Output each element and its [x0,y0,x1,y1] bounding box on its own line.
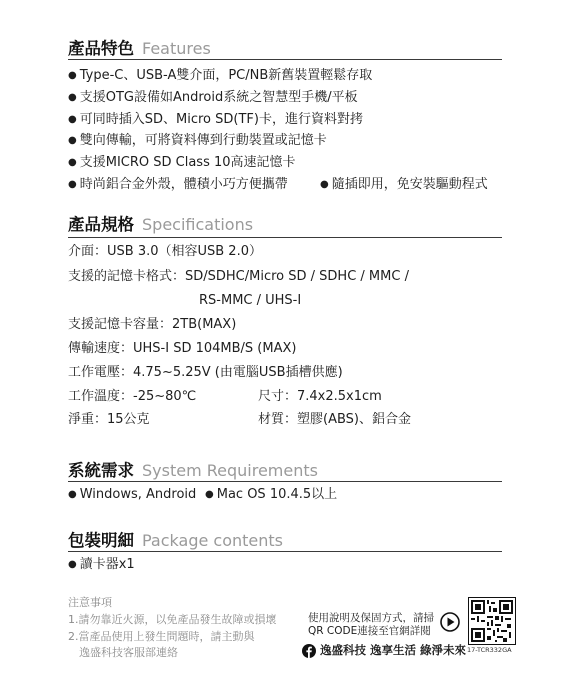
qr-caption-2: QR CODE連接至官網詳閱 [308,625,431,637]
spec-material: 材質：塑膠(ABS)、鋁合金 [258,412,411,427]
qr-code-icon[interactable] [468,597,516,645]
notes-title: 注意事項 [68,596,112,609]
feature-item: ● 支援MICRO SD Class 10高速記憶卡 [68,154,296,173]
play-icon [440,612,460,632]
package-item: ● 讀卡器x1 [68,556,135,575]
system-divider [68,481,502,482]
specs-heading [68,211,502,235]
notes-line1: 1.請勿靠近火源，以免產品發生故障或損壞 [68,613,277,626]
notes-line2: 2.當產品使用上發生問題時，請主動與 [68,630,255,643]
package-title-en: Package contents [142,531,283,550]
feature-item: ● 隨插即用，免安裝驅動程式 [320,176,488,195]
system-title-en: System Requirements [142,461,318,480]
feature-item: ● Type-C、USB-A雙介面，PC/NB新舊裝置輕鬆存取 [68,67,372,86]
model-number: 17-TCR332GA [467,646,512,654]
features-title-en: Features [142,39,211,58]
specs-title-zh: 產品規格 [68,215,134,234]
qr-caption-1: 使用說明及保固方式，請掃 [308,612,434,624]
features-divider [68,59,502,60]
spec-voltage: 工作電壓：4.75~5.25V (由電腦USB插槽供應) [68,365,343,380]
features-heading [68,35,502,59]
system-heading [68,457,502,481]
feature-item: ● 時尚鋁合金外殼，體積小巧方便攜帶 [68,176,288,195]
brand-slogan: 逸盛科技 逸享生活 綠淨未來 [320,643,467,657]
spec-temperature: 工作溫度：-25~80℃ [68,389,197,404]
specs-title-en: Specifications [142,215,254,234]
spec-card-formats-cont: RS-MMC / UHS-I [199,293,302,308]
spec-interface: 介面：USB 3.0（相容USB 2.0） [68,244,262,259]
spec-size: 尺寸：7.4x2.5x1cm [258,389,382,404]
features-title-zh: 產品特色 [68,39,134,58]
spec-speed: 傳輸速度：UHS-I SD 104MB/S (MAX) [68,341,297,356]
system-item: ● Mac OS 10.4.5以上 [205,486,337,505]
feature-item: ● 可同時插入SD、Micro SD(TF)卡，進行資料對拷 [68,111,363,130]
system-item: ● Windows, Android [68,486,196,505]
package-divider [68,551,502,552]
system-title-zh: 系統需求 [68,461,134,480]
package-title-zh: 包裝明細 [68,531,134,550]
notes-line3: 逸盛科技客服部連絡 [79,646,178,659]
specs-divider [68,237,502,238]
spec-capacity: 支援記憶卡容量：2TB(MAX) [68,317,237,332]
spec-card-formats: 支援的記憶卡格式：SD/SDHC/Micro SD / SDHC / MMC / [68,269,409,284]
feature-item: ● 雙向傳輸，可將資料傳到行動裝置或記憶卡 [68,132,327,151]
facebook-icon [302,643,316,657]
package-heading [68,527,502,551]
spec-weight: 淨重：15公克 [68,412,150,427]
feature-item: ● 支援OTG設備如Android系統之智慧型手機/平板 [68,89,358,108]
